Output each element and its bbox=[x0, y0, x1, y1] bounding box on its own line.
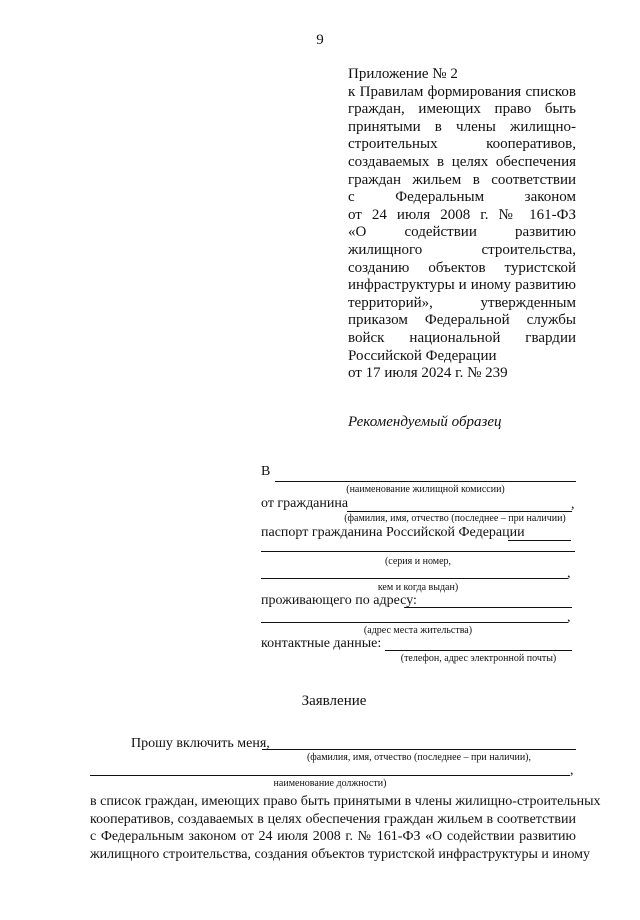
appendix-line: жилищного строительства, bbox=[348, 241, 576, 258]
address-field[interactable] bbox=[404, 607, 572, 608]
appendix-line: войск национальной гвардии bbox=[348, 329, 576, 346]
comma: , bbox=[567, 610, 571, 625]
request-fio-caption: (фамилия, имя, отчество (последнее – при наличии), bbox=[306, 752, 532, 763]
appendix-line: территорий», утвержденным bbox=[348, 294, 576, 311]
passport-field[interactable] bbox=[508, 540, 571, 541]
position-field[interactable] bbox=[90, 775, 570, 776]
commission-field[interactable] bbox=[275, 481, 576, 482]
address-cont-field[interactable] bbox=[261, 622, 568, 623]
appendix-line: создаваемых в целях обеспечения bbox=[348, 153, 576, 170]
from-label: от гражданина bbox=[261, 496, 349, 511]
issued-caption: кем и когда выдан) bbox=[377, 582, 459, 593]
statement-paragraph bbox=[90, 793, 601, 863]
passport-series-field[interactable] bbox=[261, 551, 575, 552]
request-fio-field[interactable] bbox=[262, 749, 576, 750]
contacts-caption: (телефон, адрес электронной почты) bbox=[400, 653, 557, 664]
position-caption: наименование должности) bbox=[273, 778, 387, 789]
passport-issued-field[interactable] bbox=[261, 578, 568, 579]
appendix-line: от 24 июля 2008 г. № 161-ФЗ bbox=[348, 206, 576, 223]
appendix-line: от 17 июля 2024 г. № 239 bbox=[348, 365, 508, 382]
series-caption: (серия и номер, bbox=[384, 556, 452, 567]
appendix-line: приказом Федеральной службы bbox=[348, 312, 576, 329]
recommended-sample-label: Рекомендуемый образец bbox=[348, 414, 502, 430]
fio-caption: (фамилия, имя, отчество (последнее – при наличии) bbox=[344, 513, 566, 524]
comma: , bbox=[571, 497, 575, 512]
appendix-line: принятыми в члены жилищно- bbox=[348, 118, 576, 135]
contacts-field[interactable] bbox=[385, 650, 572, 651]
appendix-line: граждан, имеющих право быть bbox=[348, 101, 576, 118]
to-label: В bbox=[261, 464, 271, 479]
paragraph-line: кооперативов, создаваемых в целях обеспечения граждан жильем в соответствии bbox=[90, 811, 576, 827]
appendix-line: «О содействии развитию bbox=[348, 224, 576, 241]
contacts-label: контактные данные: bbox=[261, 636, 382, 651]
comma: , bbox=[570, 763, 574, 778]
commission-caption: (наименование жилищной комиссии) bbox=[346, 484, 505, 495]
paragraph-line: в список граждан, имеющих право быть принятыми в члены жилищно-строительных bbox=[90, 794, 601, 809]
statement-title: Заявление bbox=[301, 693, 367, 709]
appendix-line: с Федеральным законом bbox=[348, 189, 576, 206]
fio-field[interactable] bbox=[347, 511, 572, 512]
comma: , bbox=[567, 566, 571, 581]
appendix-line: созданию объектов туристской bbox=[348, 259, 576, 276]
appendix-line: граждан жильем в соответствии bbox=[348, 171, 576, 188]
address-caption: (адрес места жительства) bbox=[363, 625, 473, 636]
appendix-line: строительных кооперативов, bbox=[348, 136, 576, 153]
paragraph-line: жилищного строительства, создания объектов туристской инфраструктуры и иному bbox=[90, 846, 590, 862]
appendix-line: Российской Федерации bbox=[348, 347, 497, 364]
appendix-line: инфраструктуры и иному развитию bbox=[348, 277, 576, 294]
request-label: Прошу включить меня, bbox=[131, 736, 270, 751]
paragraph-line: с Федеральным законом от 24 июля 2008 г. № 161-ФЗ «О содействии развитию bbox=[90, 829, 576, 845]
appendix-header bbox=[348, 66, 576, 383]
residence-label: проживающего по адресу: bbox=[261, 593, 417, 608]
passport-label: паспорт гражданина Российской Федерации bbox=[261, 525, 525, 540]
page-number: 9 bbox=[316, 32, 324, 48]
appendix-line: к Правилам формирования списков bbox=[348, 83, 576, 100]
appendix-line: Приложение № 2 bbox=[348, 66, 458, 82]
